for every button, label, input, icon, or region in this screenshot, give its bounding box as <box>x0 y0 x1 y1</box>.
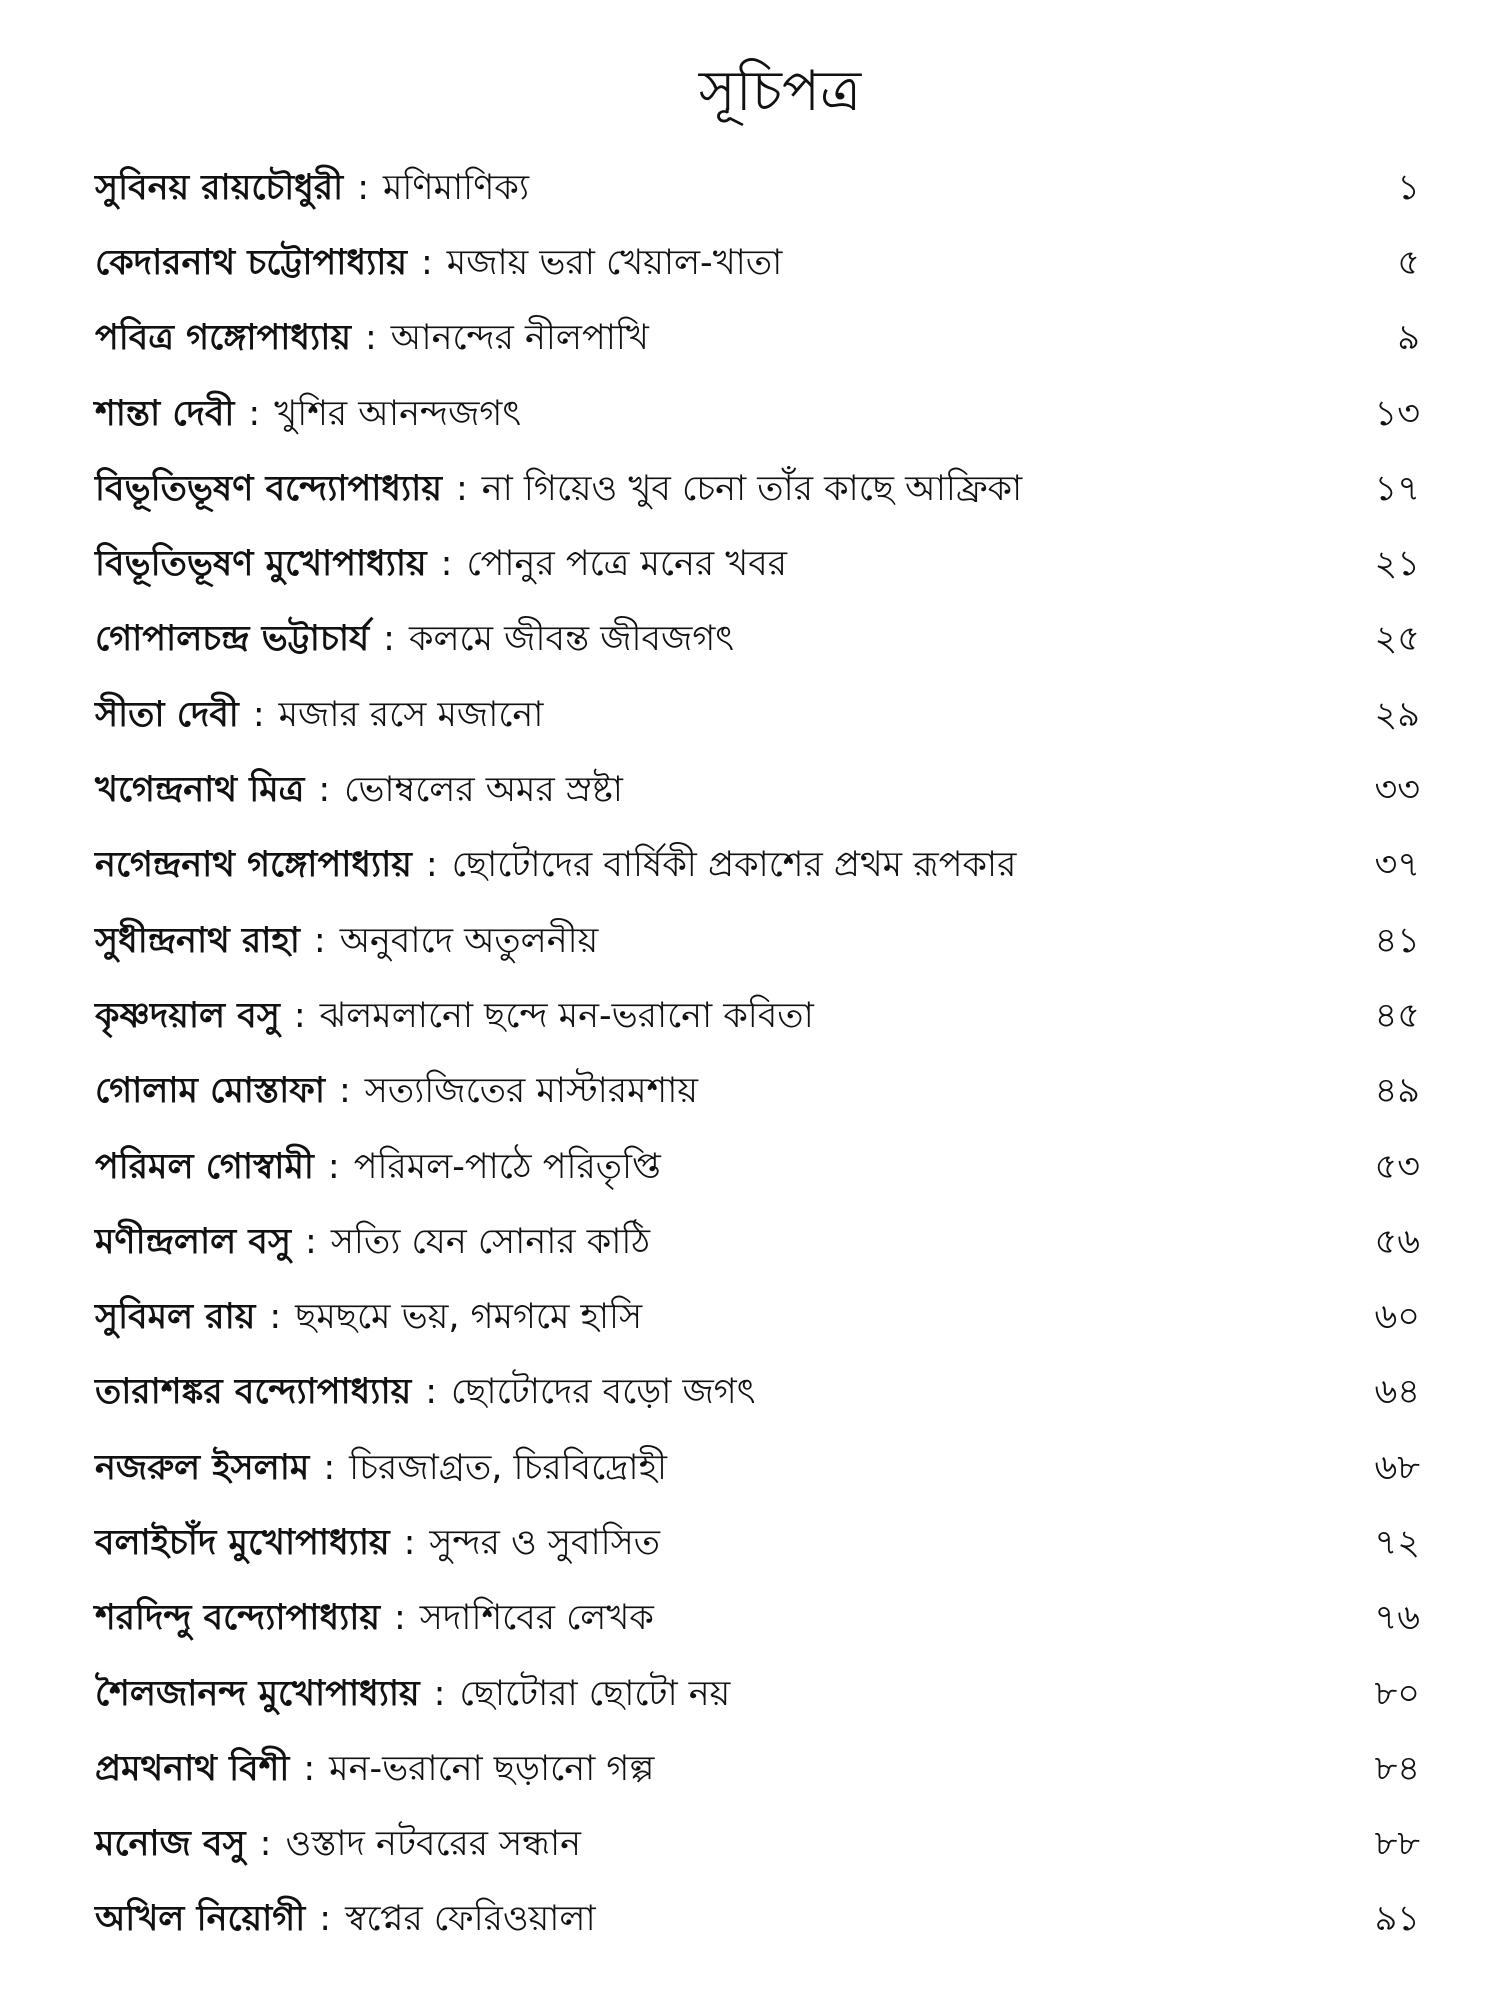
toc-essay-title: স্বপ্নের ফেরিওয়ালা <box>345 1899 596 1940</box>
toc-separator: : <box>420 242 433 283</box>
toc-essay-title: ঝলমলানো ছন্দে মন-ভরানো কবিতা <box>319 995 814 1036</box>
toc-separator: : <box>425 1372 438 1413</box>
toc-page-number: ৮০ <box>1374 1673 1420 1714</box>
toc-essay-title: খুশির আনন্দজগৎ <box>274 393 522 434</box>
toc-author: বিভূতিভূষণ মুখোপাধ্যায় <box>95 544 427 585</box>
toc-page-number: ১৭ <box>1374 468 1420 509</box>
toc-author: সুবিমল রায় <box>95 1297 256 1338</box>
toc-essay-title: ছোটোদের বার্ষিকী প্রকাশের প্রথম রূপকার <box>451 845 1017 886</box>
toc-separator: : <box>403 1522 416 1563</box>
toc-page-number: ৮৮ <box>1374 1824 1420 1865</box>
toc-author: খগেন্দ্রনাথ মিত্র <box>95 770 305 811</box>
toc-author: সীতা দেবী <box>95 694 239 735</box>
toc-separator: : <box>364 318 377 359</box>
toc-essay-title: সদাশিবের লেখক <box>419 1598 654 1639</box>
toc-page-number: ২৯ <box>1374 694 1420 735</box>
toc-page-number: ৯ <box>1397 318 1420 359</box>
toc-author: অখিল নিয়োগী <box>95 1899 306 1940</box>
toc-separator: : <box>394 1598 406 1639</box>
toc-author: কেদারনাথ চট্টোপাধ্যায় <box>95 242 407 283</box>
toc-page-number: ৪১ <box>1374 920 1420 961</box>
toc-page-number: ৬০ <box>1374 1297 1420 1338</box>
toc-author: পবিত্র গঙ্গোপাধ্যায় <box>95 318 351 359</box>
toc-author: মণীন্দ্রলাল বসু <box>95 1221 292 1262</box>
toc-essay-title: না গিয়েও খুব চেনা তাঁর কাছে আফ্রিকা <box>481 468 1023 509</box>
toc-entry <box>95 1054 1420 1129</box>
toc-entry <box>95 1505 1420 1580</box>
toc-essay-title: ছোটোরা ছোটো নয় <box>459 1673 731 1714</box>
toc-author: নগেন্দ্রনাথ গঙ্গোপাধ্যায় <box>95 845 412 886</box>
toc-separator: : <box>425 845 438 886</box>
toc-author: শান্তা দেবী <box>95 393 235 434</box>
toc-entry <box>95 1430 1420 1505</box>
toc-separator: : <box>259 1824 272 1865</box>
toc-entry <box>95 1129 1420 1204</box>
toc-page-number: ৪৯ <box>1374 1071 1420 1112</box>
toc-essay-title: মজার রসে মজানো <box>278 694 544 735</box>
toc-essay-title: আনন্দের নীলপাখি <box>390 318 649 359</box>
toc-author: নজরুল ইসলাম <box>95 1447 310 1488</box>
toc-essay-title: পোনুর পত্রে মনের খবর <box>466 544 787 585</box>
toc-separator: : <box>269 1297 282 1338</box>
toc-author: পরিমল গোস্বামী <box>95 1146 314 1187</box>
toc-page-number: ৩৭ <box>1374 845 1420 886</box>
toc-essay-title: চিরজাগ্রত, চিরবিদ্রোহী <box>349 1447 667 1488</box>
toc-essay-title: সুন্দর ও সুবাসিত <box>429 1522 661 1563</box>
toc-author: বিভূতিভূষণ বন্দ্যোপাধ্যায় <box>95 468 442 509</box>
toc-entry <box>95 1731 1420 1806</box>
toc-page-number: ১ <box>1397 167 1420 208</box>
toc-entry <box>95 1279 1420 1354</box>
toc-essay-title: মণিমাণিক্য <box>382 167 529 208</box>
toc-entry <box>95 602 1420 677</box>
toc-page-number: ৭৬ <box>1374 1598 1420 1639</box>
toc-page-number: ৬৪ <box>1374 1372 1420 1413</box>
toc-author: প্রমথনাথ বিশী <box>95 1748 290 1789</box>
toc-entry <box>95 903 1420 978</box>
toc-author: বলাইচাঁদ মুখোপাধ্যায় <box>95 1522 390 1563</box>
toc-essay-title: মন-ভরানো ছড়ানো গল্প <box>329 1748 655 1789</box>
toc-author: সুধীন্দ্রনাথ রাহা <box>95 920 300 961</box>
toc-separator: : <box>313 920 326 961</box>
toc-essay-title: ভোম্বলের অমর স্রষ্টা <box>344 770 623 811</box>
toc-page-number: ৭২ <box>1374 1522 1420 1563</box>
toc-essay-title: ছমছমে ভয়, গমগমে হাসি <box>295 1297 643 1338</box>
toc-page-number: ৬৮ <box>1374 1447 1420 1488</box>
toc-entry <box>95 1355 1420 1430</box>
toc-entry <box>95 150 1420 225</box>
toc-essay-title: সত্যি যেন সোনার কাঠি <box>330 1221 651 1262</box>
toc-page-number: ৩৩ <box>1374 770 1420 811</box>
toc-list <box>95 150 1420 1957</box>
toc-essay-title: মজায় ভরা খেয়াল-খাতা <box>446 242 783 283</box>
toc-page-number: ৮৪ <box>1374 1748 1420 1789</box>
toc-entry <box>95 677 1420 752</box>
toc-author: গোলাম মোস্তাফা <box>95 1071 325 1112</box>
toc-separator: : <box>248 393 261 434</box>
toc-author: গোপালচন্দ্র ভট্টাচার্য <box>95 619 370 660</box>
toc-entry <box>95 451 1420 526</box>
toc-separator: : <box>319 1899 332 1940</box>
toc-page-number: ৪৫ <box>1374 995 1420 1036</box>
toc-separator: : <box>305 1221 317 1262</box>
toc-entry <box>95 1882 1420 1957</box>
toc-essay-title: সত্যজিতের মাস্টারমশায় <box>364 1071 698 1112</box>
toc-entry <box>95 978 1420 1053</box>
toc-page-number: ৫৩ <box>1374 1146 1420 1187</box>
toc-essay-title: ওস্তাদ নটবরের সন্ধান <box>285 1824 582 1865</box>
page-title: সূচিপত্র <box>698 59 862 124</box>
toc-page-number: ৫ <box>1397 242 1420 283</box>
toc-entry <box>95 301 1420 376</box>
toc-separator: : <box>293 995 306 1036</box>
toc-separator: : <box>252 694 265 735</box>
toc-separator: : <box>338 1071 351 1112</box>
toc-page-number: ৯১ <box>1374 1899 1420 1940</box>
toc-page-number: ২৫ <box>1374 619 1420 660</box>
toc-entry <box>95 1807 1420 1882</box>
toc-essay-title: অনুবাদে অতুলনীয় <box>339 920 599 961</box>
toc-separator: : <box>433 1673 446 1714</box>
toc-entry <box>95 752 1420 827</box>
toc-author: শৈলজানন্দ মুখোপাধ্যায় <box>95 1673 420 1714</box>
toc-page-number: ১৩ <box>1374 393 1420 434</box>
toc-separator: : <box>318 770 331 811</box>
toc-essay-title: ছোটোদের বড়ো জগৎ <box>451 1372 756 1413</box>
toc-entry <box>95 1656 1420 1731</box>
toc-separator: : <box>323 1447 336 1488</box>
toc-page-number: ২১ <box>1374 544 1420 585</box>
toc-author: কৃষ্ণদয়াল বসু <box>95 995 280 1036</box>
toc-entry <box>95 828 1420 903</box>
toc-separator: : <box>440 544 453 585</box>
toc-author: মনোজ বসু <box>95 1824 246 1865</box>
toc-author: শরদিন্দু বন্দ্যোপাধ্যায় <box>95 1598 380 1639</box>
toc-separator: : <box>455 468 468 509</box>
toc-separator: : <box>327 1146 340 1187</box>
toc-entry <box>95 1204 1420 1279</box>
toc-author: তারাশঙ্কর বন্দ্যোপাধ্যায় <box>95 1372 412 1413</box>
toc-entry <box>95 526 1420 601</box>
toc-essay-title: পরিমল-পাঠে পরিতৃপ্তি <box>353 1146 661 1187</box>
toc-entry <box>95 1581 1420 1656</box>
toc-entry <box>95 225 1420 300</box>
toc-essay-title: কলমে জীবন্ত জীবজগৎ <box>408 619 734 660</box>
toc-author: সুবিনয় রায়চৌধুরী <box>95 167 344 208</box>
toc-page-number: ৫৬ <box>1374 1221 1420 1262</box>
toc-separator: : <box>303 1748 316 1789</box>
toc-entry <box>95 376 1420 451</box>
toc-separator: : <box>383 619 395 660</box>
toc-separator: : <box>357 167 369 208</box>
